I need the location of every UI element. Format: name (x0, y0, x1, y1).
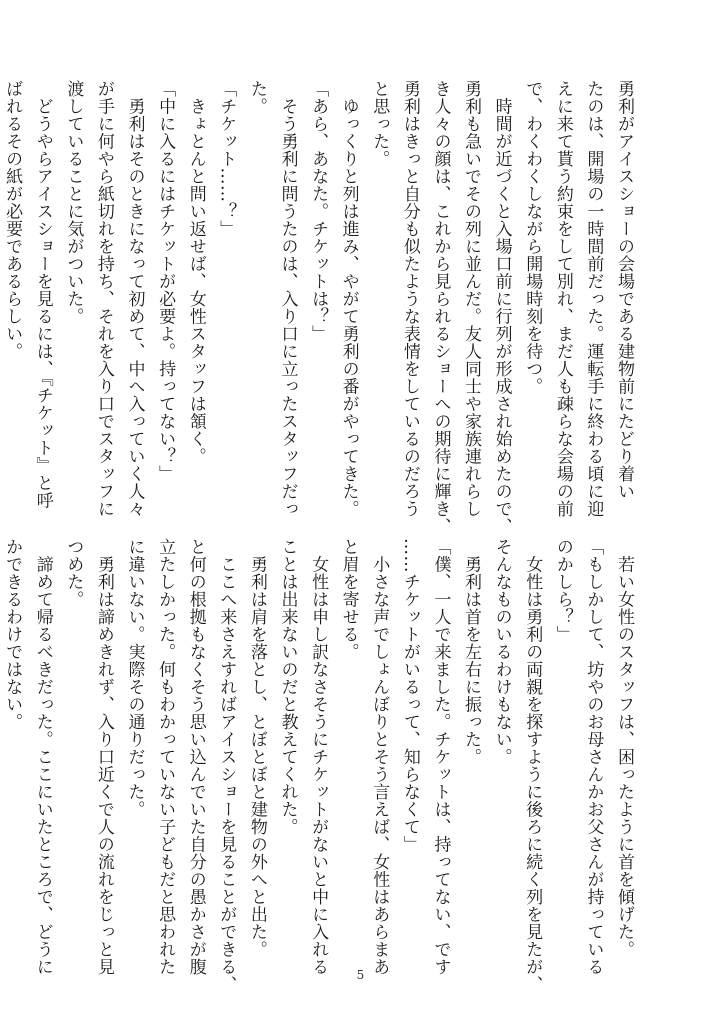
text-column: 「もしかして、坊やのお母さんかお父さんが持っている (583, 538, 604, 976)
text-column: 勇利はきっと自分も似たような表情をしているのだろう (399, 80, 420, 518)
text-column: 勇利も急いでその列に並んだ。友人同士や家族連れらし (461, 80, 482, 518)
text-column: えに来て貰う約束をして別れ、まだ人も疎らな会場の前 (552, 80, 573, 518)
text-column: のかしら？」 (552, 538, 573, 643)
text-column: 勇利がアイスショーの会場である建物前にたどり着い (614, 80, 634, 500)
page-number: 5 (356, 968, 365, 982)
text-column: かできるわけではない。 (2, 538, 23, 731)
text-column: が手に何やら紙切れを持ち、それを入り口でスタッフに (93, 80, 114, 518)
text-column: 「中に入るにはチケットが必要よ。持ってない？」 (155, 80, 176, 483)
text-column: 諦めて帰るべきだった。ここにいたところで、どうに (32, 538, 53, 976)
text-column: 勇利はそのときになって初めて、中へ入っていく人々 (124, 80, 145, 518)
text-column: 渡していることに気がついた。 (63, 80, 84, 325)
text-block-bottom (2, 538, 639, 993)
text-column: 小さな声でしょんぼりとそう言えば、女性はあらまあ (369, 538, 390, 976)
text-column: ここへ来さえすればアイスショーを見ることができる、 (216, 538, 237, 993)
text-column: きょとんと問い返せば、女性スタッフは頷く。 (185, 80, 206, 465)
text-column: 「チケット……？」 (216, 80, 237, 238)
text-column: 女性は申し訳なさそうにチケットがないと中に入れる (308, 538, 329, 976)
text-column: つめた。 (63, 538, 84, 608)
text-column: 時間が近づくと入場口前に行列が形成され始めたので、 (491, 80, 512, 535)
text-column: と眉を寄せる。 (338, 538, 359, 661)
text-column: どうやらアイスショーを見るには、『チケット』と呼 (32, 80, 53, 509)
text-column: そんなものいるわけもない。 (491, 538, 512, 766)
text-column: ゆっくりと列は進み、やがて勇利の番がやってきた。 (338, 80, 359, 518)
text-column: と何の根拠もなくそう思い込んでいた自分の愚かさが腹 (185, 538, 206, 976)
text-column: 「あら、あなた。チケットは？」 (308, 80, 329, 343)
text-column: 勇利は首を左右に振った。 (461, 538, 482, 766)
text-column: 勇利は諦めきれず、入り口近くで人の流れをじっと見 (93, 538, 114, 976)
text-column: ことは出来ないのだと教えてくれた。 (277, 538, 298, 836)
text-column: 勇利は肩を落とし、とぼとぼと建物の外へと出た。 (246, 538, 267, 958)
text-column: ……チケットがいるって、知らなくて」 (399, 538, 420, 853)
text-column: に違いない。実際その通りだった。 (124, 538, 145, 818)
text-column: た。 (246, 80, 267, 115)
text-column: と思った。 (369, 80, 390, 168)
text-column: 女性は勇利の両親を探すように後ろに続く列を見たが、 (522, 538, 543, 993)
text-column: 「僕、一人で来ました。チケットは、持ってない、です (430, 538, 451, 976)
text-column: たのは、開場の一時間前だった。運転手に終わる頃に迎 (583, 80, 604, 518)
text-column: 若い女性のスタッフは、困ったように首を傾げた。 (614, 538, 634, 958)
text-column: で、わくわくしながら開場時刻を待つ。 (522, 80, 543, 395)
text-column: き人々の顔は、これから見られるショーへの期待に輝き、 (430, 80, 451, 535)
text-column: ばれるその紙が必要であるらしい。 (2, 80, 23, 360)
text-column: そう勇利に問うたのは、入り口に立ったスタッフだっ (277, 80, 298, 518)
text-block-top (2, 80, 639, 535)
text-column: 立たしかった。何もわかっていない子どもだと思われた (155, 538, 176, 976)
